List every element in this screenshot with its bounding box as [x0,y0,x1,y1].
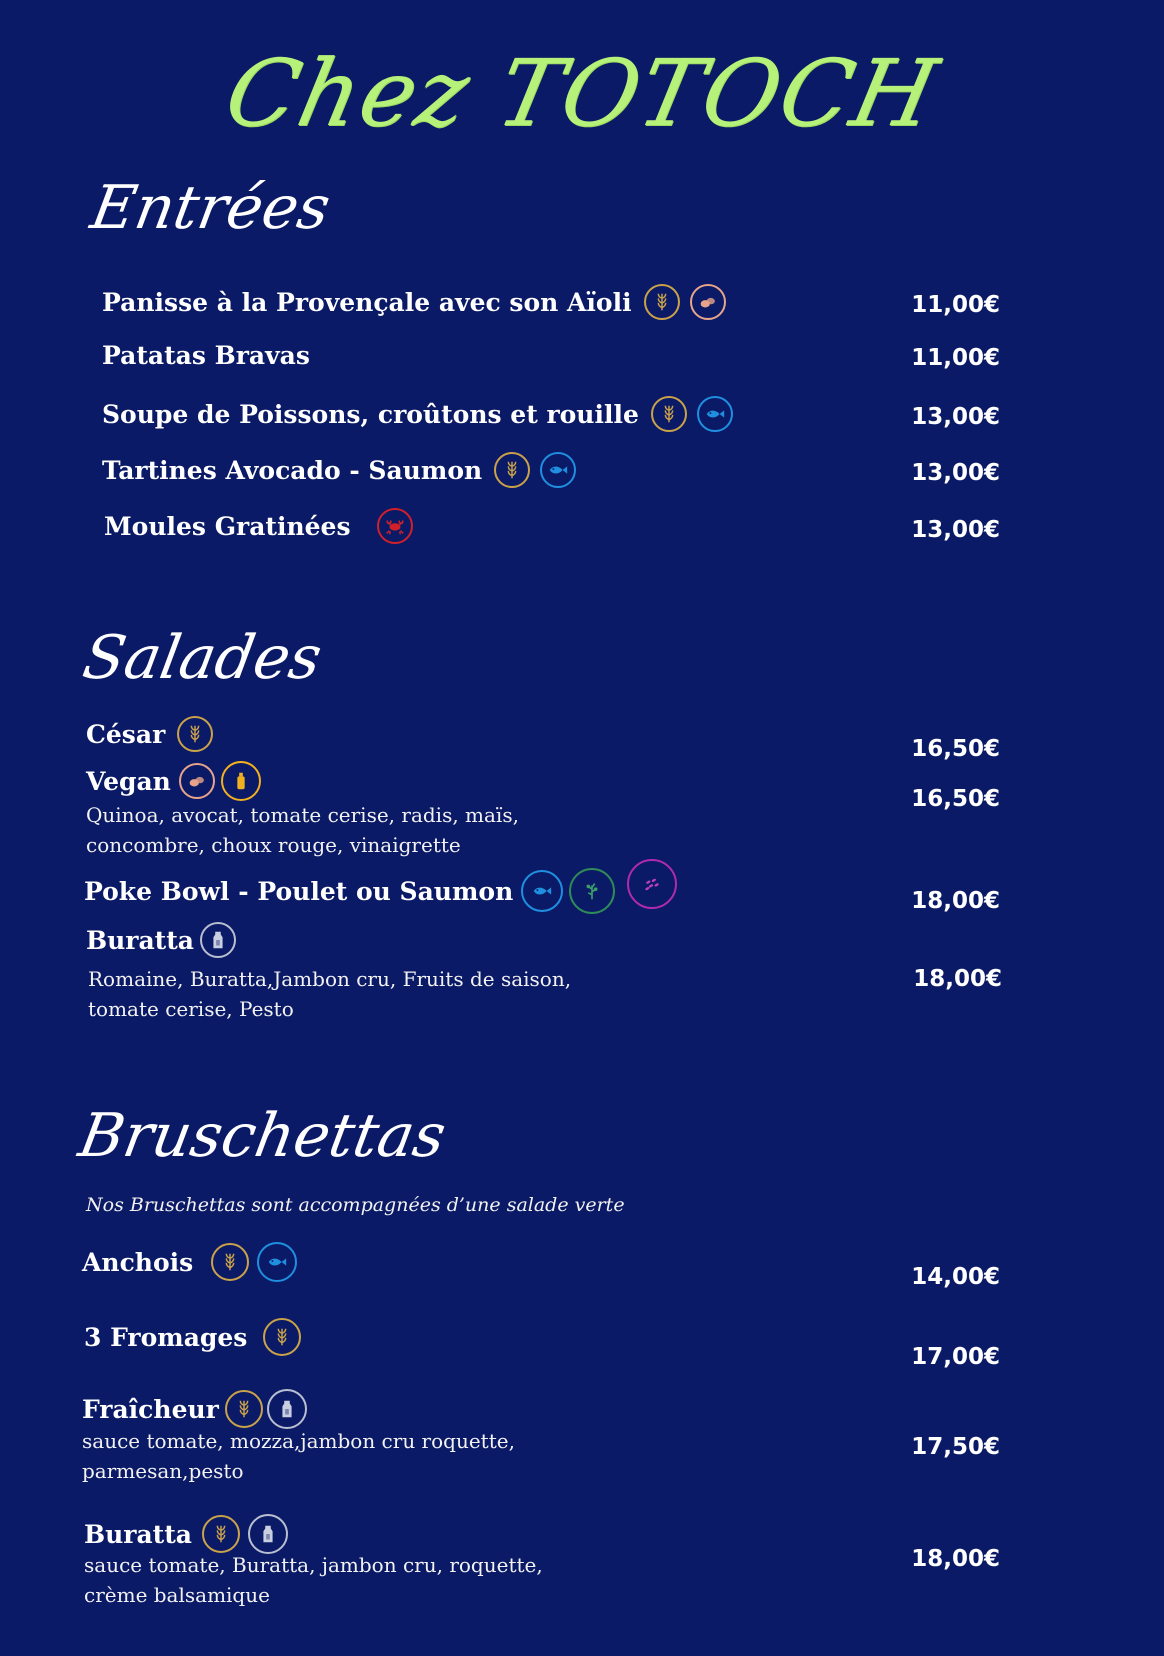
menu-item [102,284,726,320]
menu-item [84,1514,288,1554]
menu-item [84,1318,301,1356]
menu-item [86,761,261,801]
item-description [86,800,519,860]
gluten-icon [644,284,680,320]
nuts-icon [690,284,726,320]
crab-icon [377,508,413,544]
item-name: Buratta [84,1519,192,1549]
description-line: concombre, choux rouge, vinaigrette [86,833,461,857]
gluten-icon [211,1243,249,1281]
fish-icon [540,452,576,488]
item-description [82,1426,515,1486]
menu-item [84,868,677,914]
item-price: 11,00€ [911,292,1000,318]
gluten-icon [494,452,530,488]
milk-icon [248,1514,288,1554]
item-name: César [86,719,166,749]
milk-icon [267,1389,307,1429]
item-description [88,964,571,1024]
description-line: parmesan,pesto [82,1459,244,1483]
menu-item [102,452,576,488]
description-line: tomate cerise, Pesto [88,997,294,1021]
gluten-icon [263,1318,301,1356]
item-name: Tartines Avocado - Saumon [102,455,483,485]
item-price: 18,00€ [911,1546,1000,1572]
nuts-icon [179,763,215,799]
item-name: Panisse à la Provençale avec son Aïoli [102,287,632,317]
item-name: Vegan [86,766,171,796]
description-line: sauce tomate, Buratta, jambon cru, roquette, [84,1553,543,1577]
item-price: 14,00€ [911,1264,1000,1290]
gluten-icon [177,716,213,752]
menu-item [102,341,312,370]
item-name: Patatas Bravas [102,341,310,370]
item-price: 18,00€ [913,966,1002,992]
item-name: Fraîcheur [82,1394,219,1424]
item-name: Soupe de Poissons, croûtons et rouille [102,399,639,429]
item-price: 16,50€ [911,786,1000,812]
bruschettas-note: Nos Bruschettas sont accompagnées d’une salade verte [86,1194,625,1216]
fish-icon [697,396,733,432]
fish-icon [257,1242,297,1282]
celery-icon [569,868,615,914]
section-title-salades: Salades [77,623,327,693]
menu-item [86,716,213,752]
description-line: sauce tomate, mozza,jambon cru roquette, [82,1429,515,1453]
item-price: 17,00€ [911,1344,1000,1370]
item-price: 18,00€ [911,888,1000,914]
item-name: Moules Gratinées [104,511,351,541]
menu-item [82,1242,297,1282]
section-title-bruschettas: Bruschettas [73,1101,451,1171]
item-name: 3 Fromages [84,1322,248,1352]
item-price: 13,00€ [911,460,1000,486]
gluten-icon [225,1390,263,1428]
item-description [84,1550,543,1610]
item-price: 13,00€ [911,517,1000,543]
item-price: 11,00€ [911,345,1000,371]
menu-item [104,508,413,544]
item-price: 16,50€ [911,736,1000,762]
item-name: Poke Bowl - Poulet ou Saumon [84,876,514,906]
fish-icon [521,870,563,912]
restaurant-title: Chez TOTOCH [216,40,948,147]
item-name: Anchois [82,1247,194,1277]
description-line: Romaine, Buratta,Jambon cru, Fruits de saison, [88,967,572,991]
item-name: Buratta [86,925,194,955]
item-price: 13,00€ [911,404,1000,430]
milk-icon [200,922,236,958]
item-price: 17,50€ [911,1434,1000,1460]
menu-item [102,396,733,432]
sesame-icon [627,859,677,909]
menu-item [82,1389,307,1429]
gluten-icon [651,396,687,432]
description-line: crème balsamique [84,1583,270,1607]
mustard-icon [221,761,261,801]
menu-item [86,922,236,958]
description-line: Quinoa, avocat, tomate cerise, radis, maïs, [86,803,519,827]
gluten-icon [202,1515,240,1553]
section-title-entrees: Entrées [85,173,336,243]
